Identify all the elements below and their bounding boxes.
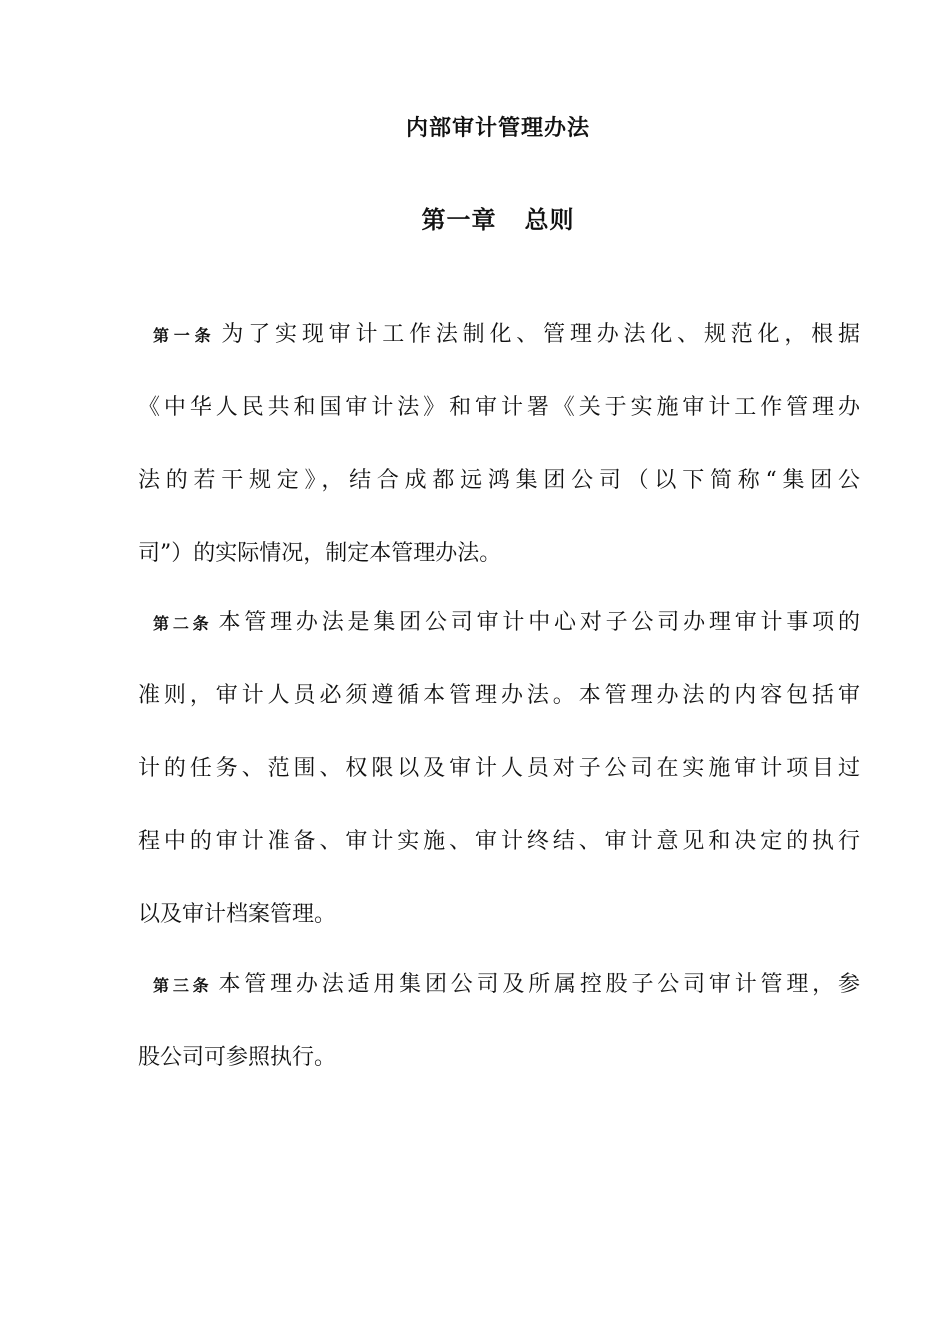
article-line: 股公司可参照执行。 xyxy=(138,1045,337,1070)
document-title: 内部审计管理办法 xyxy=(405,116,590,141)
article-3 xyxy=(138,948,860,1094)
article-line: 司”）的实际情况，制定本管理办法。 xyxy=(138,541,502,566)
article-text: 本管理办法适用集团公司及所属控股子公司审计管理，参 xyxy=(218,972,860,997)
article-1 xyxy=(138,298,860,590)
article-line: 程中的审计准备、审计实施、审计终结、审计意见和决定的执行 xyxy=(138,829,860,854)
article-line: 准则，审计人员必须遵循本管理办法。本管理办法的内容包括审 xyxy=(138,683,860,708)
article-text: 本管理办法是集团公司审计中心对子公司办理审计事项的 xyxy=(218,610,860,635)
article-line: 《中华人民共和国审计法》和审计署《关于实施审计工作管理办 xyxy=(138,395,860,420)
article-line xyxy=(138,948,860,1021)
article-text: 为了实现审计工作法制化、管理办法化、规范化，根据 xyxy=(221,322,860,347)
article-label: 第三条 xyxy=(153,976,213,995)
article-line xyxy=(138,586,860,659)
article-2 xyxy=(138,586,860,951)
article-line: 计的任务、范围、权限以及审计人员对子公司在实施审计项目过 xyxy=(138,756,860,781)
chapter-name: 总则 xyxy=(524,206,575,234)
article-line: 法的若干规定》，结合成都远鸿集团公司（以下简称“集团公 xyxy=(138,468,860,493)
article-label: 第二条 xyxy=(153,614,213,633)
chapter-label: 第一章 xyxy=(421,206,497,234)
article-label: 第一条 xyxy=(153,326,216,345)
article-line: 以及审计档案管理。 xyxy=(138,902,337,927)
chapter-heading xyxy=(0,200,950,235)
article-line xyxy=(138,298,860,371)
